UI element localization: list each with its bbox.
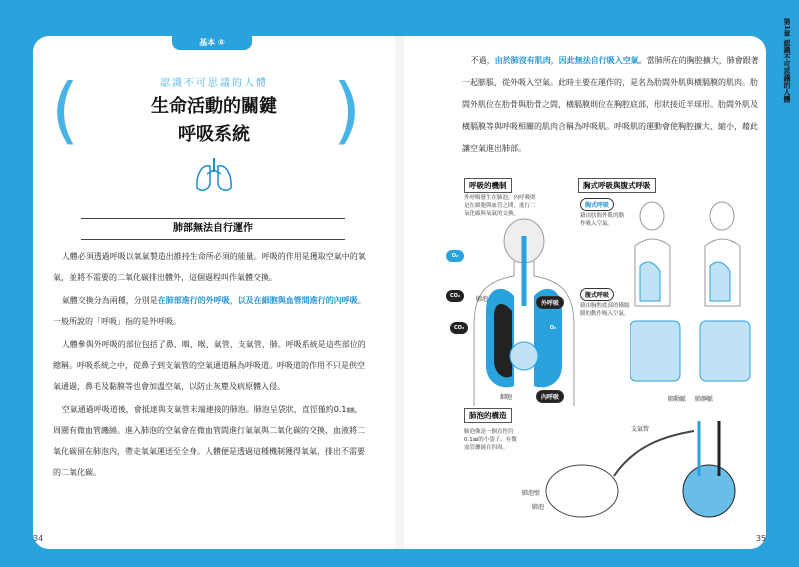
left-bracket-decoration: ( [51,68,80,152]
o2-bubble-top: O₂ [446,250,464,262]
artery-label: 肺動脈 [668,396,687,403]
right-body-text [462,50,762,160]
body-text [53,246,367,485]
o2-bubble-bottom: O₂ [544,322,562,334]
chapter-tab: 基本 ⑥ [172,36,252,50]
external-label: 外呼吸 [536,296,564,309]
chest-desc: 藉由肋間外肌的動作吸入空氣。 [580,213,625,227]
internal-label: 內呼吸 [536,390,564,403]
page-number-right: 35 [755,534,766,543]
page-subtitle: 認識不可思議的人體 [160,78,268,89]
right-paragraph-pre: 不過， [470,56,495,65]
co2-bubble-top: CO₂ [446,290,464,302]
mechanism-desc: 外呼吸發生在肺泡，內呼吸則是在細胞與血管之間，進行二氧化碳與氧氣的交換。 [464,195,536,217]
page-title: 生命活動的關鍵 [151,96,277,117]
right-paragraph [462,50,762,160]
page-title-sub: 呼吸系統 [178,124,250,145]
section-heading: 肺部無法自行運作 [81,218,345,240]
vertical-chapter-label: 第1章 認識不可思議的人體 [783,18,791,103]
right-page [404,36,766,549]
wall-label: 肺泡壁 [522,490,541,497]
abdominal-desc: 藉由胸腔底部的橫膈膜的動作吸入空氣。 [580,303,630,317]
mechanism-title: 呼吸的機制 [464,178,512,193]
paragraph-2 [53,290,367,332]
paragraph-2-pre: 氣體交換分為兩種，分別是 [61,296,158,305]
right-bracket-decoration: ) [333,68,362,152]
paragraph-2-highlight: 在肺部進行的外呼吸，以及在細胞與血管間進行的內呼吸 [157,296,358,305]
right-paragraph-post: 。當肺所在的胸腔擴大，肺會跟著一起膨脹，從外吸入空氣。此時主要在運作的，是名為肋間外肌與橫膈膜的肌肉。肋間外肌位在肋骨與肋骨之間，橫膈膜則位在胸腔底部，形狀接近半球形。肋間外肌及橫膈膜等與呼吸相關的肌肉合稱為呼吸肌。呼吸肌的運動會使胸腔擴大、縮小，藉此讓空氣進出肺部。 [462,56,759,153]
breathing-diagrams [630,196,760,396]
bronchus-label: 支氣管 [631,426,650,433]
chest-pill: 胸式呼吸 [580,198,614,211]
paragraph-2-post: 。一般所說的「呼吸」指的是外呼吸。 [53,296,366,326]
cell-label: 細胞 [500,394,513,401]
paragraph-3: 人體參與外呼吸的部位包括了鼻、咽、喉、氣管、支氣管、肺。呼吸系統是這些部位的總稱。呼吸系統之中，從鼻子到支氣管的空氣通道稱為呼吸道。呼吸道的作用不只是供空氣通過，鼻毛及黏膜等也會加溫空氣，以防止灰塵及病原體入侵。 [53,340,366,391]
chest-title: 胸式呼吸與腹式呼吸 [578,178,656,193]
page-number-left: 34 [33,534,44,543]
left-page [33,36,395,549]
lungs-icon [193,154,235,196]
body-diagram [444,216,594,406]
right-paragraph-highlight: 由於肺沒有肌肉，因此無法自行吸入空氣 [494,56,639,65]
co2-bubble-bottom: CO₂ [450,322,468,334]
alveoli-title: 肺泡的構造 [464,408,512,423]
sac-label: 肺泡 [532,504,545,511]
paragraph-1: 人體必須透過呼吸以氧氣製造出維持生命所必須的能量。呼吸的作用是獲取空氣中的氧氣，並將不需要的二氧化碳排出體外，這個過程叫作氣體交換。 [53,252,366,282]
paragraph-4: 空氣通過呼吸道後，會抵達與支氣管末端連接的肺泡。肺泡呈袋狀，直徑僅約0.1㎜，周圍有微血管纏繞。進入肺泡的空氣會在微血管間進行氣氣與二氧化碳的交換，血液將二氧化碳留在肺泡內，帶走氧氣運送至全身。人體便是透過這種機制獲得氧氣，排出不需要的二氧化碳。 [53,405,365,477]
vein-label: 肺靜脈 [695,396,714,403]
lung-label: 肺泡 [476,296,489,303]
abdominal-pill: 腹式呼吸 [580,288,614,301]
alveoli-desc: 肺泡像是一個直徑約0.1㎜的小袋子，有微血管纏繞在四周。 [464,429,517,451]
book-gutter [395,36,404,549]
